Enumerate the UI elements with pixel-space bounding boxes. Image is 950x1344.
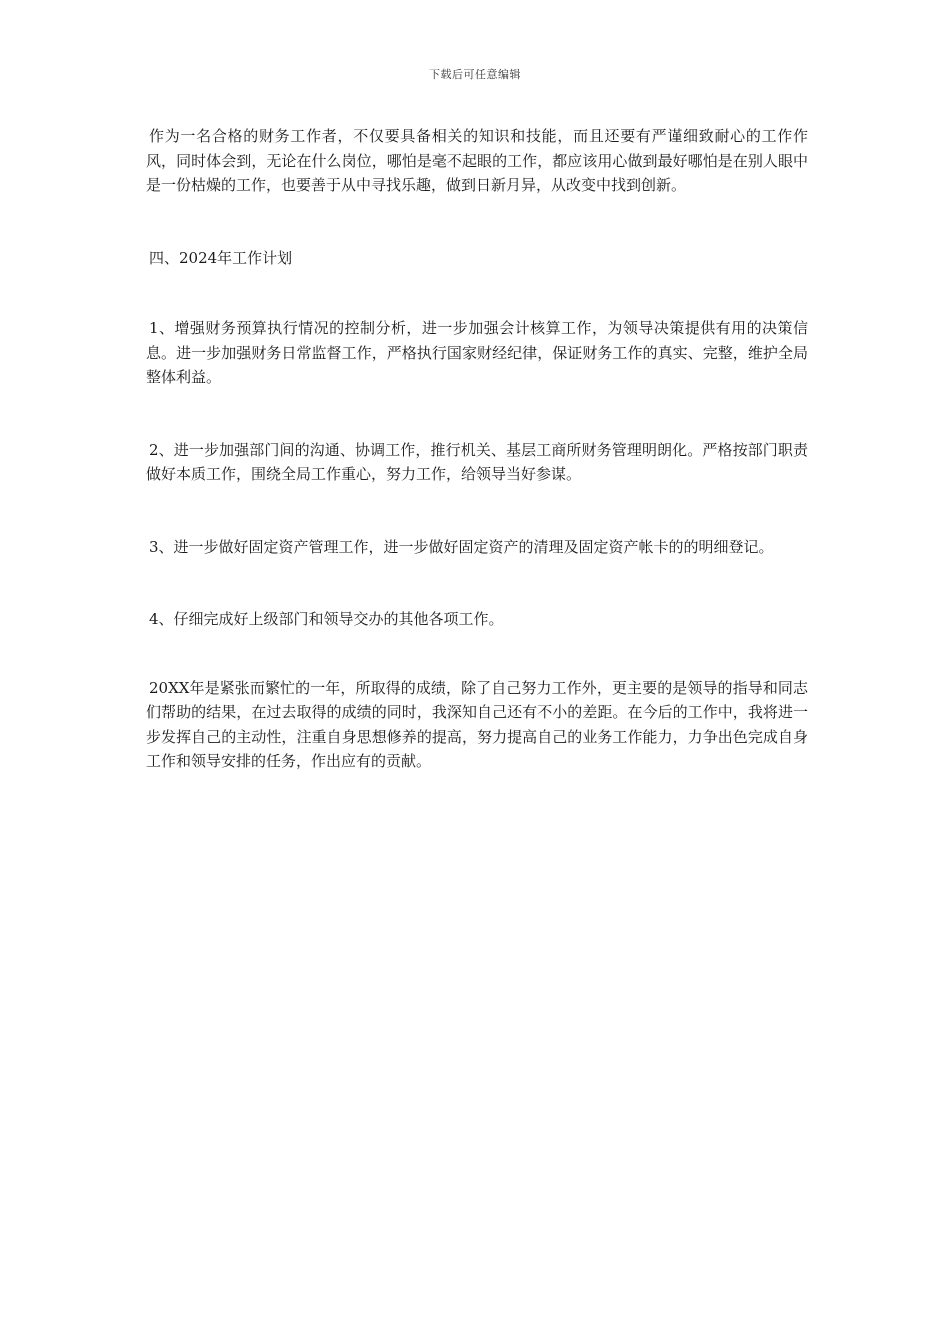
- spacer: [146, 270, 808, 316]
- plan-item-2: 2、进一步加强部门间的沟通、协调工作，推行机关、基层工商所财务管理明朗化。严格按部门职责做好本质工作，围绕全局工作重心，努力工作，给领导当好参谋。: [146, 440, 808, 483]
- spacer: [146, 487, 808, 535]
- paragraph-reflection: 作为一名合格的财务工作者，不仅要具备相关的知识和技能，而且还要有严谨细致耐心的工作作风，同时体会到，无论在什么岗位，哪怕是毫不起眼的工作，都应该用心做到最好哪怕是在别人眼中是一份枯燥的工作，也要善于从中寻找乐趣，做到日新月异，从改变中找到创新。: [146, 127, 808, 194]
- spacer: [146, 390, 808, 438]
- plan-item-3: 3、进一步做好固定资产管理工作，进一步做好固定资产的清理及固定资产帐卡的的明细登记。: [149, 537, 774, 556]
- spacer: [146, 632, 808, 676]
- document-body: [146, 124, 808, 774]
- spacer: [146, 198, 808, 246]
- paragraph-conclusion: 20XX年是紧张而繁忙的一年，所取得的成绩，除了自己努力工作外，更主要的是领导的指导和同志们帮助的结果，在过去取得的成绩的同时，我深知自己还有不小的差距。在今后的工作中，我将进一步发挥自己的主动性，注重自身思想修养的提高，努力提高自己的业务工作能力，力争出色完成自身工作和领导安排的任务，作出应有的贡献。: [146, 678, 808, 770]
- header-note: 下载后可任意编辑: [429, 68, 521, 81]
- section-heading-plan: 四、2024年工作计划: [149, 248, 293, 267]
- spacer: [146, 559, 808, 607]
- plan-item-1: 1、增强财务预算执行情况的控制分析，进一步加强会计核算工作，为领导决策提供有用的决策信息。进一步加强财务日常监督工作，严格执行国家财经纪律，保证财务工作的真实、完整，维护全局整体利益。: [146, 319, 808, 386]
- plan-item-4: 4、仔细完成好上级部门和领导交办的其他各项工作。: [149, 610, 504, 628]
